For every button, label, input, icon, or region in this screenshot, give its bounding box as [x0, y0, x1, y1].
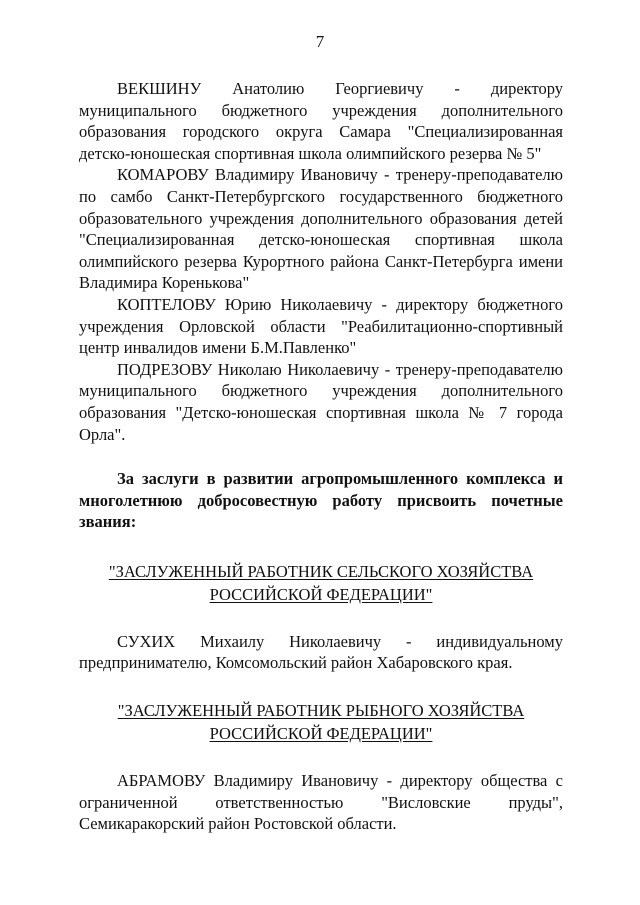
award-paragraph-koptelov: КОПТЕЛОВУ Юрию Николаевичу - директору бюджетного учреждения Орловской области "Реабилитационно-спортивный центр инвалидов имени Б.М.Павленко"	[79, 294, 563, 358]
award-paragraph-vekshin: ВЕКШИНУ Анатолию Георгиевичу - директору муниципального бюджетного учреждения дополнительного образования городского округа Самара "Специализированная детско-юношеская спортивная школа олимпийского резерва № 5"	[79, 79, 563, 163]
title-fishery-line2: РОССИЙСКОЙ ФЕДЕРАЦИИ"	[209, 724, 433, 744]
title-fishery-line1: "ЗАСЛУЖЕННЫЙ РАБОТНИК РЫБНОГО ХОЗЯЙСТВА	[117, 701, 525, 721]
title-fishery	[79, 699, 563, 745]
recipient-sukhikh: СУХИХ Михаилу Николаевичу - индивидуальному предпринимателю, Комсомольский район Хабаровского края.	[79, 631, 563, 673]
award-paragraph-komarov: КОМАРОВУ Владимиру Ивановичу - тренеру-преподавателю по самбо Санкт-Петербургского государственного бюджетного образовательного учреждения дополнительного образования детей "Специализированная детско-юношеская спортивная школа олимпийского резерва Курортного района Санкт-Петербурга имени Владимира Коренькова"	[79, 165, 563, 293]
title-agriculture-line2: РОССИЙСКОЙ ФЕДЕРАЦИИ"	[209, 584, 433, 604]
title-agriculture	[79, 560, 563, 606]
award-paragraph-podrezov: ПОДРЕЗОВУ Николаю Николаевичу - тренеру-преподавателю муниципального бюджетного учреждения дополнительного образования "Детско-юношеская спортивная школа № 7 города Орла".	[79, 359, 563, 444]
document-body	[79, 78, 563, 835]
page-number: 7	[315, 32, 325, 51]
section-heading: За заслуги в развитии агропромышленного комплекса и многолетнюю добросовестную работу присвоить почетные звания:	[79, 469, 563, 532]
title-agriculture-line1: "ЗАСЛУЖЕННЫЙ РАБОТНИК СЕЛЬСКОГО ХОЗЯЙСТВА	[108, 561, 534, 581]
recipient-abramov: АБРАМОВУ Владимиру Ивановичу - директору общества с ограниченной ответственностью "Висловские пруды", Семикаракорский район Ростовской области.	[79, 771, 563, 834]
